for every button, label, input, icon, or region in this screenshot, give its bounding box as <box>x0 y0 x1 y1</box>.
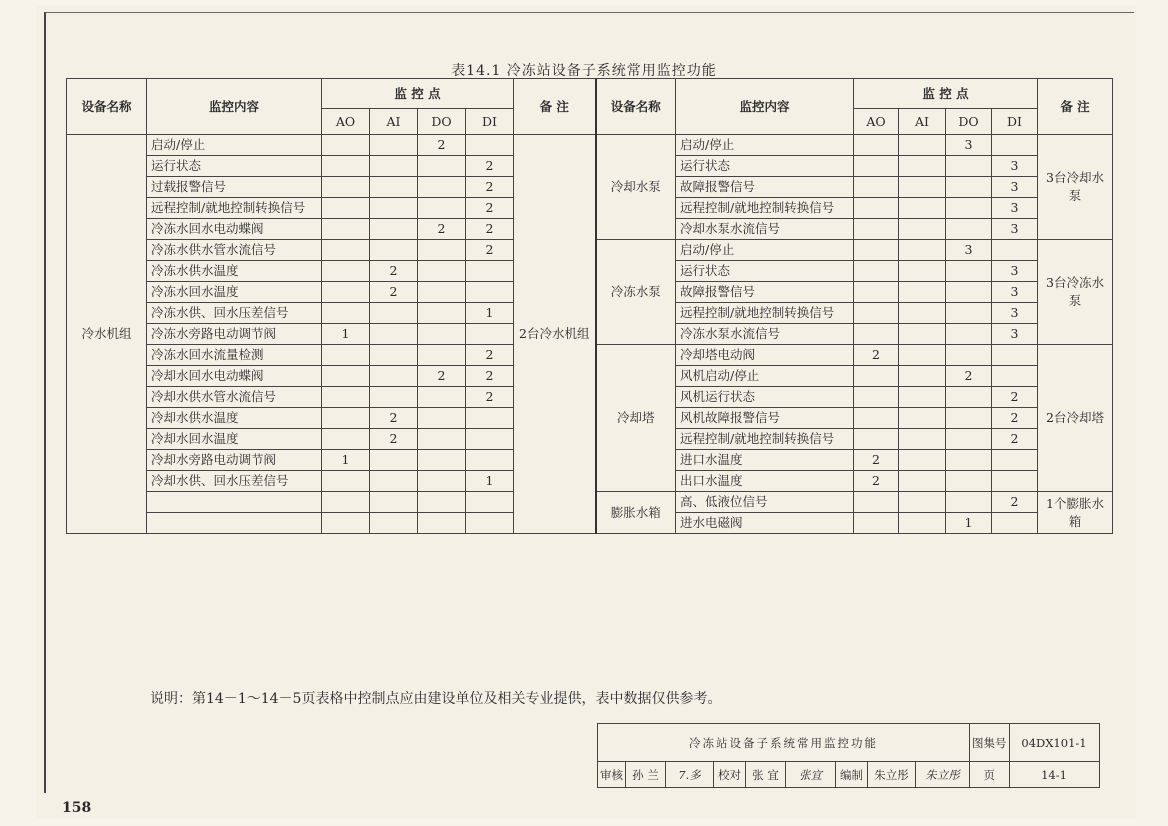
point-ai: 2 <box>370 429 418 450</box>
point-do <box>946 198 992 219</box>
monitor-content: 远程控制/就地控制转换信号 <box>676 429 854 450</box>
point-ao <box>322 492 370 513</box>
point-ai <box>899 135 946 156</box>
point-do <box>946 177 992 198</box>
point-ai <box>899 261 946 282</box>
monitor-content: 风机启动/停止 <box>676 366 854 387</box>
point-do <box>946 387 992 408</box>
point-ai <box>370 135 418 156</box>
reviewer-name: 孙 兰 <box>626 762 666 788</box>
point-ao <box>854 492 899 513</box>
point-do <box>946 450 992 471</box>
point-do: 1 <box>946 513 992 534</box>
header-do: DO <box>418 109 466 135</box>
remark: 2台冷水机组 <box>514 135 596 534</box>
monitor-content: 冷却水泵水流信号 <box>676 219 854 240</box>
point-ao <box>322 366 370 387</box>
point-ai <box>899 366 946 387</box>
point-do <box>946 282 992 303</box>
monitor-content: 冷却水回水电动蝶阀 <box>147 366 322 387</box>
point-ai <box>370 324 418 345</box>
monitor-content: 远程控制/就地控制转换信号 <box>147 198 322 219</box>
point-ao <box>322 345 370 366</box>
point-ai <box>370 471 418 492</box>
monitor-content: 冷冻水供、回水压差信号 <box>147 303 322 324</box>
point-ai <box>370 177 418 198</box>
point-do <box>946 345 992 366</box>
point-ai <box>370 387 418 408</box>
point-di: 3 <box>992 261 1038 282</box>
point-ao <box>854 177 899 198</box>
point-ai <box>370 345 418 366</box>
point-di <box>992 471 1038 492</box>
monitor-content: 冷冻水旁路电动调节阀 <box>147 324 322 345</box>
point-ao <box>854 366 899 387</box>
point-ao <box>322 282 370 303</box>
point-di: 3 <box>992 303 1038 324</box>
point-do <box>418 345 466 366</box>
monitor-content: 出口水温度 <box>676 471 854 492</box>
point-ao <box>854 513 899 534</box>
point-ai <box>899 492 946 513</box>
point-do: 2 <box>418 366 466 387</box>
explanatory-note: 说明：第14－1～14－5页表格中控制点应由建设单位及相关专业提供，表中数据仅供参考。 <box>150 691 722 707</box>
monitor-content: 进口水温度 <box>676 450 854 471</box>
monitor-content: 高、低液位信号 <box>676 492 854 513</box>
point-do <box>418 387 466 408</box>
point-di: 1 <box>466 303 514 324</box>
point-ao: 1 <box>322 324 370 345</box>
point-do <box>946 408 992 429</box>
point-do <box>418 303 466 324</box>
monitor-content: 冷却塔电动阀 <box>676 345 854 366</box>
atlas-label: 图集号 <box>970 724 1010 762</box>
monitor-content: 故障报警信号 <box>676 177 854 198</box>
point-do <box>946 429 992 450</box>
point-ao <box>322 429 370 450</box>
monitor-content: 进水电磁阀 <box>676 513 854 534</box>
point-do <box>418 156 466 177</box>
drawer-signature: 朱立彤 <box>916 762 970 788</box>
table-row <box>67 135 1113 156</box>
point-di: 2 <box>992 387 1038 408</box>
point-do <box>946 324 992 345</box>
point-di: 3 <box>992 198 1038 219</box>
point-di: 2 <box>992 429 1038 450</box>
point-ao <box>854 198 899 219</box>
monitor-content: 冷冻水回水电动蝶阀 <box>147 219 322 240</box>
point-do <box>418 282 466 303</box>
monitor-content: 启动/停止 <box>147 135 322 156</box>
point-do: 2 <box>418 135 466 156</box>
point-do <box>418 450 466 471</box>
point-ai <box>370 198 418 219</box>
point-ao: 2 <box>854 345 899 366</box>
point-di: 2 <box>466 345 514 366</box>
point-di <box>466 282 514 303</box>
point-ai <box>899 198 946 219</box>
point-ai <box>899 219 946 240</box>
point-ao <box>322 261 370 282</box>
check-label: 校对 <box>714 762 746 788</box>
review-label: 审核 <box>598 762 626 788</box>
point-ai <box>370 219 418 240</box>
point-ao <box>854 387 899 408</box>
point-ao <box>322 177 370 198</box>
header-device: 设备名称 <box>67 79 147 135</box>
monitor-content: 过载报警信号 <box>147 177 322 198</box>
point-di: 2 <box>466 156 514 177</box>
monitor-content: 冷却水供水温度 <box>147 408 322 429</box>
point-di <box>992 513 1038 534</box>
point-di: 3 <box>992 177 1038 198</box>
point-ao <box>322 513 370 534</box>
point-ai <box>899 324 946 345</box>
monitor-content <box>147 492 322 513</box>
point-do <box>418 408 466 429</box>
point-di <box>466 324 514 345</box>
point-do <box>418 324 466 345</box>
monitoring-table <box>66 78 1113 534</box>
point-do <box>946 492 992 513</box>
point-ao: 2 <box>854 471 899 492</box>
point-do <box>946 219 992 240</box>
point-ai <box>370 366 418 387</box>
point-do <box>418 198 466 219</box>
point-ai <box>899 177 946 198</box>
point-ao <box>854 261 899 282</box>
point-di: 2 <box>466 177 514 198</box>
point-di: 2 <box>466 387 514 408</box>
point-di: 3 <box>992 282 1038 303</box>
point-di: 2 <box>466 366 514 387</box>
remark: 3台冷冻水泵 <box>1038 240 1113 345</box>
point-ai: 2 <box>370 282 418 303</box>
sheet-page-number: 14-1 <box>1009 762 1099 788</box>
point-ao <box>322 387 370 408</box>
remark: 2台冷却塔 <box>1038 345 1113 492</box>
page-label: 页 <box>970 762 1010 788</box>
device-name: 冷却塔 <box>596 345 676 492</box>
point-ao <box>322 156 370 177</box>
point-ai <box>899 240 946 261</box>
header-ai: AI <box>370 109 418 135</box>
point-ao <box>322 219 370 240</box>
point-ai <box>370 303 418 324</box>
atlas-number: 04DX101-1 <box>1009 724 1099 762</box>
point-do: 2 <box>946 366 992 387</box>
header-di: DI <box>466 109 514 135</box>
point-ai: 2 <box>370 408 418 429</box>
title-block <box>597 723 1100 788</box>
point-ao <box>854 324 899 345</box>
header-device: 设备名称 <box>596 79 676 135</box>
point-ao <box>322 303 370 324</box>
device-name: 冷冻水泵 <box>596 240 676 345</box>
header-ao: AO <box>854 109 899 135</box>
monitor-content <box>147 513 322 534</box>
point-ao <box>322 198 370 219</box>
point-di: 2 <box>992 492 1038 513</box>
monitor-content: 冷却水供、回水压差信号 <box>147 471 322 492</box>
monitor-content: 冷冻水供水温度 <box>147 261 322 282</box>
point-ai <box>899 408 946 429</box>
monitor-content: 冷冻水供水管水流信号 <box>147 240 322 261</box>
draw-label: 编制 <box>836 762 868 788</box>
header-ai: AI <box>899 109 946 135</box>
monitor-content: 运行状态 <box>147 156 322 177</box>
point-ai <box>370 240 418 261</box>
device-name: 冷水机组 <box>67 135 147 534</box>
point-do <box>418 492 466 513</box>
drawer-name: 朱立彤 <box>868 762 916 788</box>
monitor-content: 冷却水回水温度 <box>147 429 322 450</box>
monitor-content: 运行状态 <box>676 156 854 177</box>
point-di: 2 <box>466 198 514 219</box>
point-di <box>992 345 1038 366</box>
monitor-content: 启动/停止 <box>676 240 854 261</box>
point-ai <box>899 282 946 303</box>
point-ai <box>899 303 946 324</box>
point-di: 1 <box>466 471 514 492</box>
point-ai <box>370 513 418 534</box>
point-do <box>418 261 466 282</box>
monitor-content: 冷却水旁路电动调节阀 <box>147 450 322 471</box>
point-di: 3 <box>992 156 1038 177</box>
point-di <box>466 135 514 156</box>
point-ai <box>899 345 946 366</box>
monitor-content: 运行状态 <box>676 261 854 282</box>
checker-name: 张 宜 <box>746 762 786 788</box>
monitor-content: 故障报警信号 <box>676 282 854 303</box>
point-do <box>946 471 992 492</box>
point-ai <box>370 156 418 177</box>
point-ai <box>899 156 946 177</box>
point-ao <box>322 471 370 492</box>
point-di <box>466 513 514 534</box>
header-content: 监控内容 <box>147 79 322 135</box>
point-ai <box>899 429 946 450</box>
device-name: 膨胀水箱 <box>596 492 676 534</box>
point-ai <box>899 513 946 534</box>
header-points: 监 控 点 <box>322 79 514 109</box>
point-ao <box>854 282 899 303</box>
point-ai: 2 <box>370 261 418 282</box>
header-di: DI <box>992 109 1038 135</box>
book-page-number: 158 <box>62 800 92 816</box>
point-ao <box>854 303 899 324</box>
point-ao <box>854 156 899 177</box>
monitor-content: 远程控制/就地控制转换信号 <box>676 303 854 324</box>
point-do <box>418 429 466 450</box>
remark: 3台冷却水泵 <box>1038 135 1113 240</box>
remark: 1个膨胀水箱 <box>1038 492 1113 534</box>
point-di <box>466 429 514 450</box>
point-do <box>946 303 992 324</box>
monitor-content: 冷冻水回水流量检测 <box>147 345 322 366</box>
point-ao <box>854 219 899 240</box>
point-ao <box>854 240 899 261</box>
point-ai <box>899 471 946 492</box>
point-ai <box>899 450 946 471</box>
header-points: 监 控 点 <box>854 79 1038 109</box>
point-di <box>466 492 514 513</box>
monitor-content: 风机故障报警信号 <box>676 408 854 429</box>
point-di <box>466 450 514 471</box>
monitor-content: 风机运行状态 <box>676 387 854 408</box>
point-di <box>992 366 1038 387</box>
header-do: DO <box>946 109 992 135</box>
header-remark: 备 注 <box>514 79 596 135</box>
device-name: 冷却水泵 <box>596 135 676 240</box>
point-do: 3 <box>946 135 992 156</box>
point-ao <box>322 135 370 156</box>
point-do <box>946 156 992 177</box>
header-content: 监控内容 <box>676 79 854 135</box>
point-do <box>418 240 466 261</box>
point-di: 3 <box>992 219 1038 240</box>
point-ai <box>370 492 418 513</box>
point-ao: 2 <box>854 450 899 471</box>
point-ao <box>854 429 899 450</box>
monitor-content: 冷冻水回水温度 <box>147 282 322 303</box>
monitor-content: 远程控制/就地控制转换信号 <box>676 198 854 219</box>
point-ao <box>854 135 899 156</box>
point-ao <box>322 408 370 429</box>
header-remark: 备 注 <box>1038 79 1113 135</box>
point-ao <box>322 240 370 261</box>
point-di: 2 <box>466 219 514 240</box>
point-di <box>992 450 1038 471</box>
point-do <box>418 513 466 534</box>
point-di <box>992 135 1038 156</box>
point-di <box>466 408 514 429</box>
point-di <box>466 261 514 282</box>
point-ai <box>370 450 418 471</box>
point-di: 2 <box>992 408 1038 429</box>
monitor-content: 启动/停止 <box>676 135 854 156</box>
drawing-title: 冷冻站设备子系统常用监控功能 <box>598 724 970 762</box>
point-do: 2 <box>418 219 466 240</box>
reviewer-signature: 7.多 <box>666 762 714 788</box>
point-di: 3 <box>992 324 1038 345</box>
header-ao: AO <box>322 109 370 135</box>
checker-signature: 张宜 <box>786 762 836 788</box>
point-do: 3 <box>946 240 992 261</box>
monitor-content: 冷却水供水管水流信号 <box>147 387 322 408</box>
point-di: 2 <box>466 240 514 261</box>
point-do <box>418 471 466 492</box>
point-do <box>418 177 466 198</box>
table-caption: 表14.1 冷冻站设备子系统常用监控功能 <box>451 63 717 79</box>
point-ao: 1 <box>322 450 370 471</box>
point-ai <box>899 387 946 408</box>
point-ao <box>854 408 899 429</box>
point-di <box>992 240 1038 261</box>
point-do <box>946 261 992 282</box>
monitor-content: 冷冻水泵水流信号 <box>676 324 854 345</box>
